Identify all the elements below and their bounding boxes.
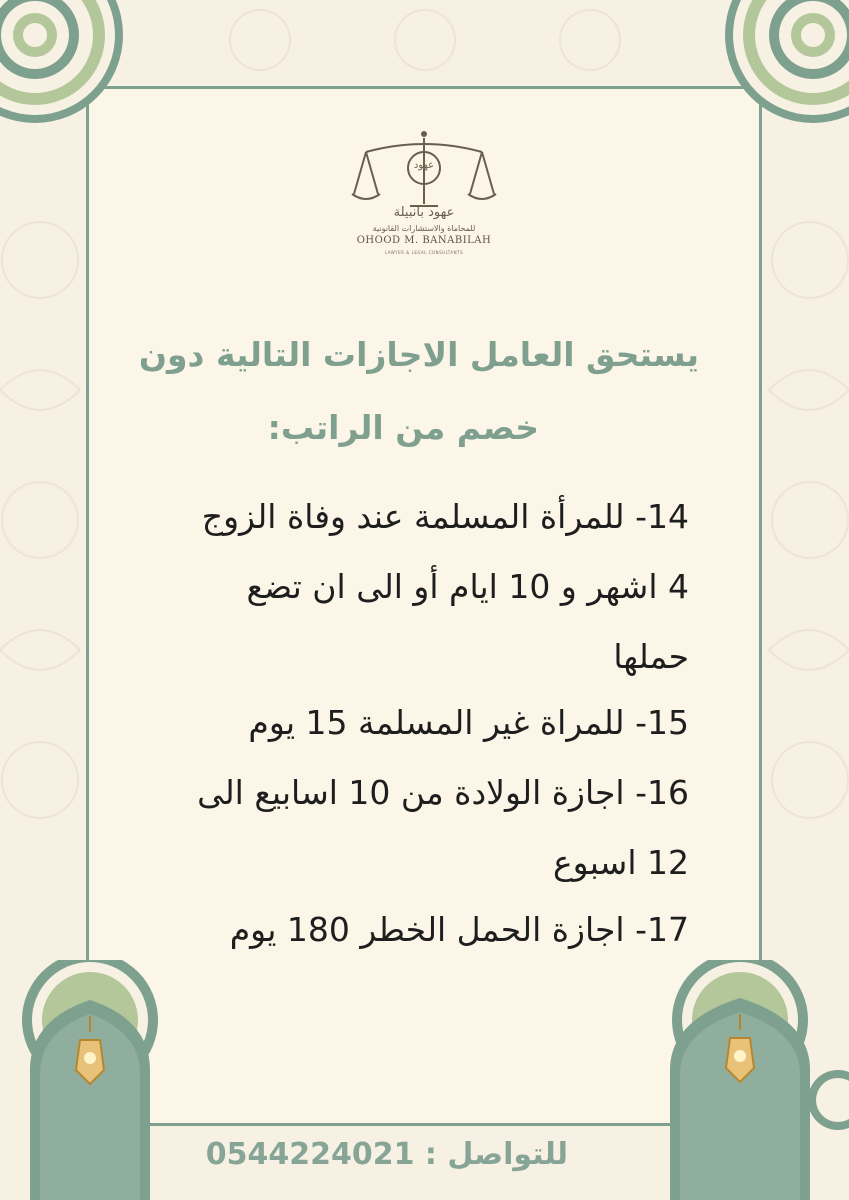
logo-name-english: OHOOD M. BANABILAH — [356, 235, 492, 246]
list-item: 4 اشهر و 10 ايام أو الى ان تضع — [246, 567, 689, 606]
list-item: 15- للمراة غير المسلمة 15 يوم — [248, 703, 689, 742]
heading-line-2: خصم من الراتب: — [267, 408, 539, 447]
lantern-panel-right — [660, 960, 849, 1200]
rosette-ornament-top-left — [0, 0, 130, 130]
list-item: 17- اجازة الحمل الخطر 180 يوم — [229, 910, 689, 949]
logo-subtitle-arabic: للمحاماة والاستشارات القانونية — [372, 224, 476, 233]
list-item: 12 اسبوع — [552, 843, 689, 882]
logo-name-arabic: عهود بانبيلة — [393, 205, 455, 220]
list-item: 16- اجازة الولادة من 10 اسابيع الى — [197, 773, 689, 812]
logo-subtitle-english: LAWYER & LEGAL CONSULTANTS — [384, 250, 464, 255]
rosette-ornament-top-right — [718, 0, 849, 130]
heading-line-1: يستحق العامل الاجازات التالية دون — [138, 335, 699, 374]
logo-emblem-arabic: عهود — [413, 160, 435, 171]
contact-phone[interactable]: للتواصل : 0544224021 — [205, 1137, 568, 1172]
list-item: حملها — [613, 637, 689, 676]
list-item: 14- للمرأة المسلمة عند وفاة الزوج — [201, 497, 689, 536]
lantern-panel-left — [0, 960, 180, 1200]
